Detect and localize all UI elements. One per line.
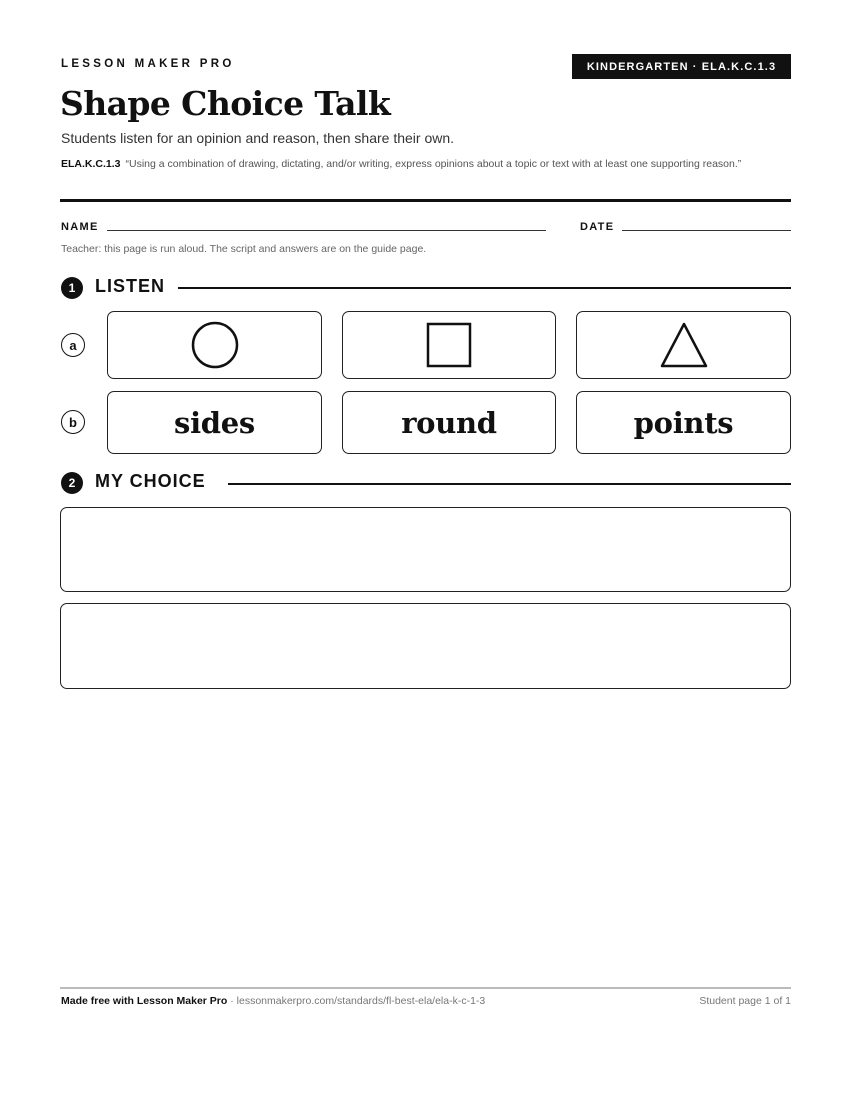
brand-name: LESSON MAKER PRO: [61, 58, 235, 70]
footer-divider: [60, 987, 791, 989]
name-field[interactable]: [107, 230, 546, 231]
word-card-points[interactable]: [576, 391, 791, 454]
word-card-round[interactable]: [342, 391, 556, 454]
word-sides: sides: [174, 405, 255, 440]
section-2-number: 2: [61, 472, 83, 494]
shape-card-triangle[interactable]: [576, 311, 791, 379]
section-1-number: 1: [61, 277, 83, 299]
footer-url[interactable]: lessonmakerpro.com/standards/fl-best-ela/ela-k-c-1-3: [236, 995, 486, 1007]
shape-card-circle[interactable]: [107, 311, 322, 379]
section-1-title: LISTEN: [95, 276, 166, 296]
answer-box-2[interactable]: [60, 603, 791, 689]
footer-made-with: Made free with Lesson Maker Pro: [61, 995, 228, 1007]
word-points: points: [633, 405, 734, 440]
standard-text: “Using a combination of drawing, dictating, and/or writing, express opinions about a topic or text with at least one supporting reason.”: [125, 158, 742, 170]
footer-credit: [61, 995, 485, 1007]
date-label: DATE: [580, 221, 615, 233]
teacher-note: Teacher: this page is run aloud. The script and answers are on the guide page.: [61, 243, 427, 255]
word-card-sides[interactable]: [107, 391, 322, 454]
section-2-rule: [228, 483, 791, 485]
circle-icon: [190, 320, 240, 370]
word-round: round: [401, 405, 497, 440]
standard-code: ELA.K.C.1.3: [61, 158, 121, 170]
shape-card-square[interactable]: [342, 311, 556, 379]
header-divider: [60, 199, 791, 202]
page-title: Shape Choice Talk: [60, 84, 391, 123]
answer-box-1[interactable]: [60, 507, 791, 592]
row-a-label: a: [61, 333, 85, 357]
page-subtitle: Students listen for an opinion and reason, then share their own.: [61, 130, 455, 146]
section-1-rule: [178, 287, 791, 289]
date-field[interactable]: [622, 230, 791, 231]
standard-description: [61, 156, 791, 172]
square-icon: [426, 322, 472, 368]
footer-page-number: Student page 1 of 1: [699, 995, 791, 1007]
grade-badge: KINDERGARTEN · ELA.K.C.1.3: [572, 54, 791, 79]
triangle-icon: [659, 321, 709, 369]
name-label: NAME: [61, 221, 99, 233]
section-2-title: MY CHOICE: [95, 471, 206, 491]
row-b-label: b: [61, 410, 85, 434]
footer-separator: ·: [227, 995, 237, 1007]
